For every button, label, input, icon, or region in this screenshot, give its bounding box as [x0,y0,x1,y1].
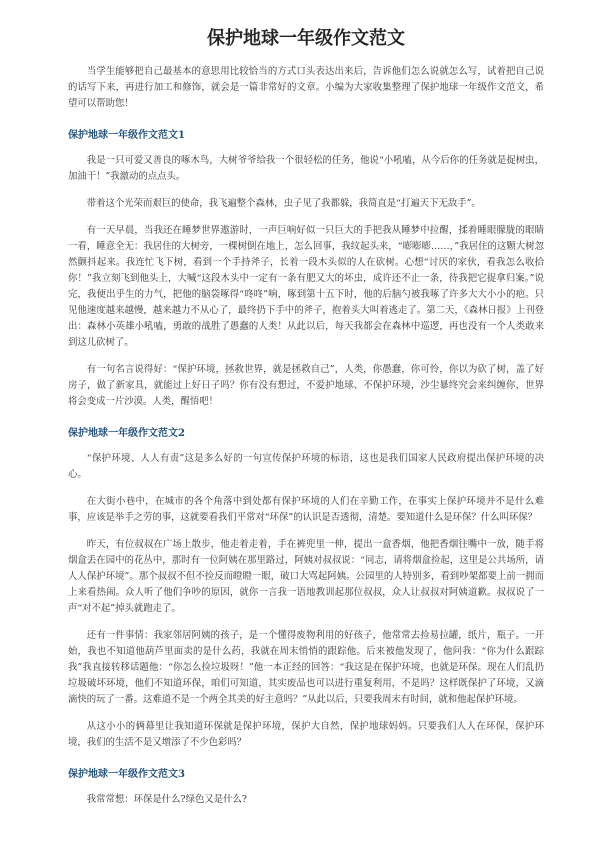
intro-paragraph: 当学生能够把自己最基本的意思用比较恰当的方式口头表达出来后，告诉他们怎么说就怎么写，试着把自己说的话写下来，再进行加工和修饰，就会是一篇非常好的文章。小编为大家收集整理了保护地球一年级作文范文，希望可以帮助您！ [68,66,544,109]
paragraph: 有一句名言说得好：“保护环境，拯救世界，就是拯救自己”，人类，你愚蠢，你可怜，你以为砍了树，盖了好房子，做了新家具，就能过上好日子吗？你有没有想过，不爱护地球、不保护环境，沙尘暴终究会来纠缠你，世界将会变成一片沙漠。人类，醒悟吧！ [68,364,544,407]
paragraph: 我常常想：环保是什么?绿色又是什么? [86,794,247,805]
paragraph: 带着这个光荣而艰巨的使命，我飞遍整个森林，虫子见了我都躲，我简直是“打遍天下无敌手”。 [86,198,481,209]
section-heading: 保护地球一年级作文范文3 [68,769,185,780]
page-title: 保护地球一年级作文范文 [207,28,405,49]
section-heading: 保护地球一年级作文范文2 [68,428,185,439]
paragraph: “保护环境、人人有责”这是多么好的一句宣传保护环境的标语，这也是我们国家人民政府提出保护环境的决心。 [68,453,544,480]
paragraph: 在大街小巷中，在城市的各个角落中到处都有保护环境的人们在辛勤工作，在事实上保护环境并不是什么难事，应该是举手之劳的事，这就要看我们平常对“环保”的认识是否透彻，清楚。要知道什么是环保？什么叫环保？ [68,496,544,523]
section-heading: 保护地球一年级作文范文1 [68,130,185,141]
paragraph: 我是一只可爱又善良的啄木鸟，大树爷爷给我一个很轻松的任务，他说“小吼嗑，从今后你的任务就是捉树虫，加油干！”我激动的点点头。 [68,155,544,182]
section-3 [68,765,544,808]
paragraph: 有一天早晨，当我还在睡梦世界遨游时，一声巨响好似一只巨大的手把我从睡梦中拉醒，揉着睡眼朦胧的眼睛一看，睡意全无：我居住的大树旁，一棵树倒在地上，怎么回事，我纹起头来，“嘭嘭嘭……，”我居住的这颗大树忽然颤抖起来。我连忙飞下树，看到一个手持斧子，长着一段木头似的人在砍树。心想“讨厌的家伙，看我怎么收拾你！”我立刻飞到他头上，大喊“这段木头中一定有一条有肥又大的坏虫，成许还不止一条，待我把它捉拿归案。”说完，我便出乎生的力气，把他的脑袋啄得“咚咚”响，啄到第十五下时，他的后脑勺被我啄了许多大大小小的疤。只见他速度越来越慢，越来越力不从心了，最终扔下手中的斧子，抱着头大叫着逃走了。第二天，《森林日报》上刊登出：森林小英雄小吼嗑，勇敢的战胜了愚蠢的人类！从此以后，每天我都会在森林中巡逻，再也没有一个人类敢来到这儿砍树了。 [68,225,544,348]
section-2 [68,424,544,751]
section-1 [68,126,544,410]
paragraph: 昨天，有位叔叔在广场上散步，他走着走着，手在裤兜里一伸，提出一盒香烟，他把香烟往嘴中一放，随手将烟盒丢在园中的花丛中，那时有一位阿姨在那里路过，阿姨对叔叔说：“同志，请将烟盒捡起，这里是公共场所，请人人保护环境”。那个叔叔不但不捡反而瞪瞪一眼，破口大骂起阿姨。公园里的人特别多，看到吵架都要上前一拥而上来看热闹。众人听了他们争吵的原因，就你一言我一语地教训起那位叔叔，众人让叔叔对阿姨道歉。叔叔说了一声“对不起”掉头就跑走了。 [68,539,544,614]
paragraph: 还有一件事情：我家邻居阿姨的孩子，是一个懂得废物利用的好孩子，他常常去捡易拉罐，纸片，瓶子。一开始，我也不知道他葫芦里面卖的是什么药，我就在周末悄悄的跟踪他。后来被他发现了，他问我：“你为什么跟踪我”我直接转移话题他：“你怎么捡垃圾呀！”他一本正经的回答：“我这是在保护环境，也就是环保。现在人们乱扔垃圾破坏环境，他们不知道环保，咱们可知道，其实废品也可以进行重复利用，不是吗？这样既保护了环境，又滴滴快的玩了一番。这难道不是一个两全其美的好主意吗？”从此以后，只要我周末有时间，就和他起保护环境。 [68,630,544,705]
paragraph: 从这小小的俩幕里让我知道环保就是保护环境，保护大自然，保护地球妈妈。只要我们人人在环保，保护环境，我们的生活不是又增添了不少色彩吗？ [68,721,544,748]
